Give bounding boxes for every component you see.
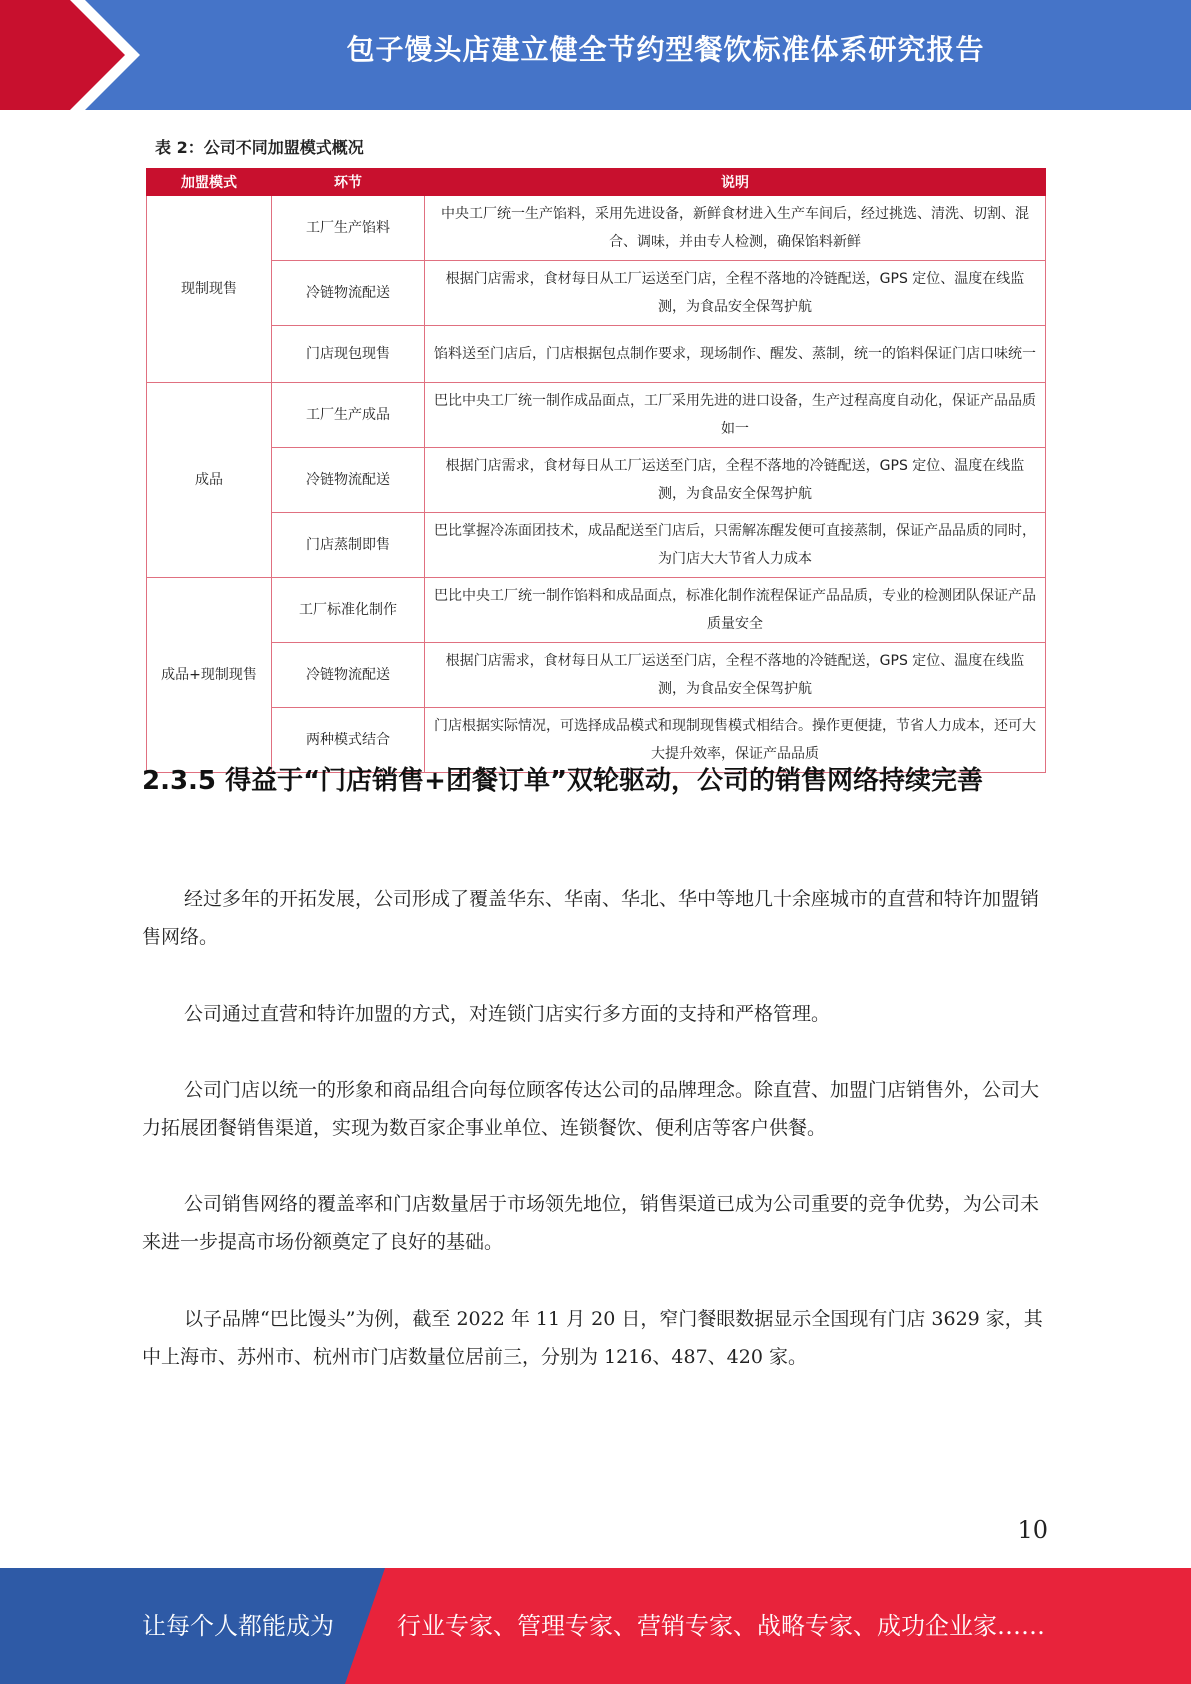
page-number: 10 bbox=[1017, 1516, 1048, 1544]
description-cell: 门店根据实际情况，可选择成品模式和现制现售模式相结合。操作更便捷，节省人力成本，还可大大提升效率，保证产品品质 bbox=[425, 708, 1046, 773]
mode-cell: 成品 bbox=[147, 383, 272, 578]
table-row bbox=[147, 196, 1046, 261]
description-cell: 馅料送至门店后，门店根据包点制作要求，现场制作、醒发、蒸制，统一的馅料保证门店口味统一 bbox=[425, 326, 1046, 383]
description-cell: 巴比中央工厂统一制作馅料和成品面点，标准化制作流程保证产品品质，专业的检测团队保证产品质量安全 bbox=[425, 578, 1046, 643]
description-cell: 巴比掌握冷冻面团技术，成品配送至门店后，只需解冻醒发便可直接蒸制，保证产品品质的同时，为门店大大节省人力成本 bbox=[425, 513, 1046, 578]
step-cell: 工厂标准化制作 bbox=[272, 578, 425, 643]
description-cell: 根据门店需求，食材每日从工厂运送至门店，全程不落地的冷链配送，GPS 定位、温度在线监测，为食品安全保驾护航 bbox=[425, 643, 1046, 708]
description-cell: 巴比中央工厂统一制作成品面点，工厂采用先进的进口设备，生产过程高度自动化，保证产品品质如一 bbox=[425, 383, 1046, 448]
step-cell: 门店蒸制即售 bbox=[272, 513, 425, 578]
footer-slogan-right: 行业专家、管理专家、营销专家、战略专家、成功企业家…… bbox=[397, 1612, 1045, 1640]
step-cell: 冷链物流配送 bbox=[272, 448, 425, 513]
table-row bbox=[147, 326, 1046, 383]
column-header-mode: 加盟模式 bbox=[147, 169, 272, 196]
step-cell: 工厂生产馅料 bbox=[272, 196, 425, 261]
step-cell: 工厂生产成品 bbox=[272, 383, 425, 448]
description-cell: 根据门店需求，食材每日从工厂运送至门店，全程不落地的冷链配送，GPS 定位、温度在线监测，为食品安全保驾护航 bbox=[425, 448, 1046, 513]
step-cell: 门店现包现售 bbox=[272, 326, 425, 383]
table-row bbox=[147, 643, 1046, 708]
table-row bbox=[147, 383, 1046, 448]
body-paragraph: 公司通过直营和特许加盟的方式，对连锁门店实行多方面的支持和严格管理。 bbox=[184, 1003, 831, 1025]
table-row bbox=[147, 513, 1046, 578]
mode-cell: 成品+现制现售 bbox=[147, 578, 272, 773]
description-cell: 中央工厂统一生产馅料，采用先进设备，新鲜食材进入生产车间后，经过挑选、清洗、切割、混合、调味，并由专人检测，确保馅料新鲜 bbox=[425, 196, 1046, 261]
table-row bbox=[147, 578, 1046, 643]
description-cell: 根据门店需求，食材每日从工厂运送至门店，全程不落地的冷链配送，GPS 定位、温度在线监测，为食品安全保驾护航 bbox=[425, 261, 1046, 326]
table-row bbox=[147, 261, 1046, 326]
table-caption: 表 2：公司不同加盟模式概况 bbox=[155, 138, 364, 157]
section-heading: 2.3.5 得益于“门店销售+团餐订单”双轮驱动，公司的销售网络持续完善 bbox=[142, 766, 984, 796]
body-paragraph: 以子品牌“巴比馒头”为例，截至 2022 年 11 月 20 日，窄门餐眼数据显示全国现有门店 3629 家，其中上海市、苏州市、杭州市门店数量位居前三，分别为 1216、487、420 家。 bbox=[142, 1308, 1043, 1368]
mode-cell: 现制现售 bbox=[147, 196, 272, 383]
page-footer bbox=[0, 1568, 1191, 1684]
table-header-row bbox=[147, 169, 1046, 196]
page-header bbox=[0, 0, 1191, 110]
header-title: 包子馒头店建立健全节约型餐饮标准体系研究报告 bbox=[346, 33, 985, 66]
step-cell: 冷链物流配送 bbox=[272, 643, 425, 708]
column-header-description: 说明 bbox=[425, 169, 1046, 196]
column-header-step: 环节 bbox=[272, 169, 425, 196]
body-paragraph: 公司销售网络的覆盖率和门店数量居于市场领先地位，销售渠道已成为公司重要的竞争优势，为公司未来进一步提高市场份额奠定了良好的基础。 bbox=[142, 1193, 1040, 1253]
header-arrow-logo-icon bbox=[0, 0, 150, 110]
franchise-mode-table bbox=[146, 168, 1046, 773]
table-row bbox=[147, 448, 1046, 513]
body-paragraph: 经过多年的开拓发展，公司形成了覆盖华东、华南、华北、华中等地几十余座城市的直营和特许加盟销售网络。 bbox=[142, 888, 1040, 948]
step-cell: 冷链物流配送 bbox=[272, 261, 425, 326]
step-cell: 两种模式结合 bbox=[272, 708, 425, 773]
body-paragraph: 公司门店以统一的形象和商品组合向每位顾客传达公司的品牌理念。除直营、加盟门店销售外，公司大力拓展团餐销售渠道，实现为数百家企事业单位、连锁餐饮、便利店等客户供餐。 bbox=[142, 1079, 1040, 1139]
footer-slogan-left: 让每个人都能成为 bbox=[142, 1612, 334, 1640]
